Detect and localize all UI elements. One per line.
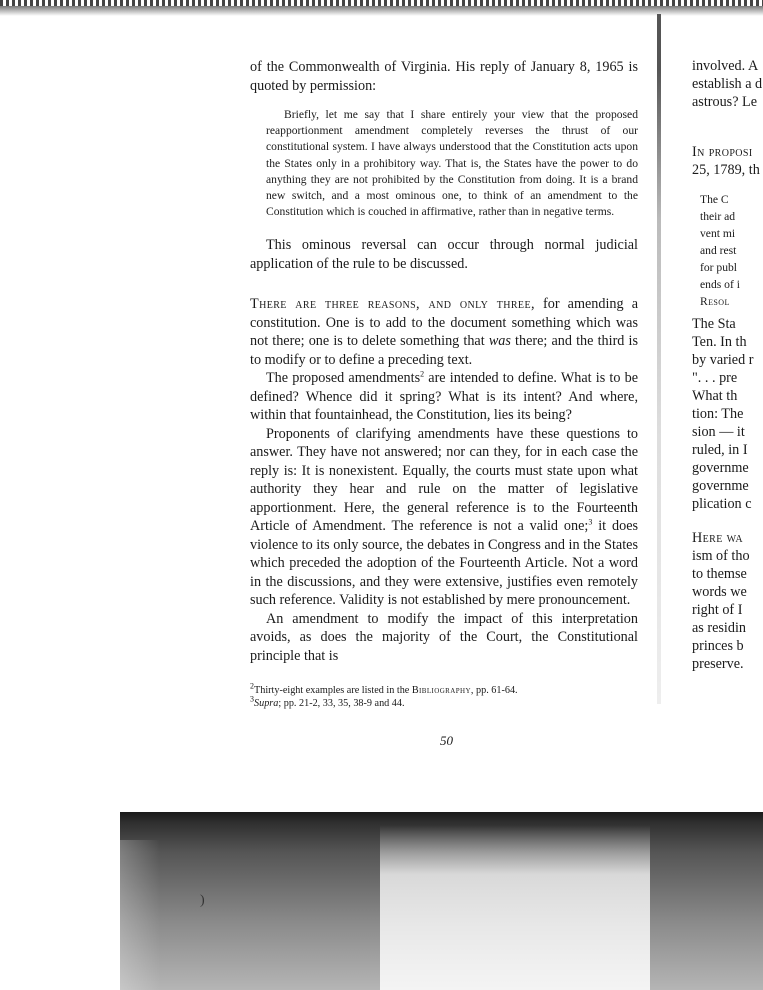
right-page-line: establish a d [692, 76, 763, 92]
right-page-line: for publ [700, 261, 738, 274]
footnote-ref-2: 2 [420, 369, 425, 379]
paragraph-text: it does violence to its only source, the debates in Congress and in the States which preceded the adoption of the Fourteenth Article. Not a word in the discussions, and they were extensive, justifies even remotely such reference. Validity is not established by mere pronouncement. [250, 518, 639, 609]
scan-bottom-fade [0, 840, 160, 990]
footnotes [250, 682, 638, 710]
stray-mark: ) [200, 893, 205, 908]
right-page-line: What th [692, 388, 738, 404]
paragraph-text: Proponents of clarifying amendments have these questions to answer. They have not answered; nor can they, for in each case the reply is: It is nonexistent. Equally, the courts must state upon what authority they hear and rule on the matter of legislative apportionment. Here, the general reference is to the Fourteenth Article of Amendment. The reference is not a valid one; [250, 425, 638, 535]
right-page-line: astrous? Le [692, 94, 758, 110]
right-page-line: 25, 1789, th [692, 162, 760, 178]
right-page-line: ruled, in I [692, 442, 748, 458]
right-page-line: The Sta [692, 316, 736, 332]
opening-paragraph: of the Commonwealth of Virginia. His reply of January 8, 1965 is quoted by permission: [250, 59, 638, 94]
footnote-number: 2 [250, 682, 254, 692]
right-page-line: their ad [700, 210, 736, 223]
right-page-line: vent mi [700, 227, 736, 240]
footnote-3 [250, 694, 638, 711]
right-page-line: involved. A [692, 58, 759, 74]
footnote-number: 3 [250, 694, 254, 704]
book-gutter [657, 14, 661, 704]
paragraph-after-quote: This ominous reversal can occur through normal judicial application of the rule to be discussed. [250, 237, 638, 272]
section-lead: There are three reasons, and only three, [250, 296, 535, 313]
right-page-line: ". . . pre [692, 370, 738, 386]
section-text-2: there; and the third is to modify or to define a preceding text. [250, 333, 638, 368]
scan-bottom-highlight [380, 825, 650, 990]
right-page-line: tion: The [692, 406, 744, 422]
right-page-line: plication c [692, 496, 752, 512]
right-page-line: right of I [692, 602, 743, 618]
paragraph-proponents [250, 425, 638, 610]
right-page-line: governme [692, 478, 749, 494]
right-page-line: Ten. In th [692, 334, 747, 350]
left-page [250, 58, 638, 710]
section-was: was [488, 333, 511, 350]
footnote-text: Bibliography [411, 685, 471, 697]
right-page-line: words we [692, 584, 747, 600]
paragraph-amendments [250, 369, 638, 425]
footnote-ref-3: 3 [588, 517, 593, 527]
right-page-line: sion — it [692, 424, 745, 440]
right-page [692, 58, 763, 678]
footnote-text: ; pp. 21-2, 33, 35, 38-9 and 44. [278, 697, 405, 709]
scan-top-shadow [0, 6, 763, 16]
right-page-line: and rest [700, 244, 737, 257]
quote-text: Briefly, let me say that I share entirely your view that the proposed reapportionment amendment completely reverses the thrust of our constitutional system. I have always understood that the Constitution acts upon the States only in a prohibitory way. That is, the States have the power to do anything they are not prohibited by the Constitution from doing. It is a brand new switch, and a most ominous one, to think of an amendment to the Constitution which is couched in affirmative, rather than in negative terms. [266, 108, 638, 219]
right-page-line: Here wa [692, 530, 744, 546]
footnote-text: Supra [254, 697, 279, 709]
block-quote [266, 107, 638, 220]
right-page-line: ism of tho [692, 548, 750, 564]
paragraph-modify: An amendment to modify the impact of this interpretation avoids, as does the majority of the Court, the Constitutional principle that is [250, 610, 638, 664]
right-page-line: as residin [692, 620, 746, 636]
paragraph-text: are intended to define. What is to be defined? Whence did it spring? What is its intent? And where, within that fountainhead, the Constitution, lies its being? [250, 370, 638, 424]
right-page-line: preserve. [692, 656, 744, 672]
paragraph-text: The proposed amendments [266, 370, 421, 387]
right-page-line: to themse [692, 566, 747, 582]
section-text-1: for amending a constitution. One is to add to the document something which was not there; one is to delete something that [250, 296, 638, 350]
right-page-line: The C [700, 193, 729, 206]
right-page-line: Resol [700, 295, 730, 308]
section-paragraph [250, 295, 638, 369]
footnote-text: , pp. 61-64. [470, 685, 518, 697]
footnote-text: Thirty-eight examples are listed in the [254, 685, 412, 697]
right-page-line: by varied r [692, 352, 754, 368]
right-page-line: princes b [692, 638, 744, 654]
right-page-line: governme [692, 460, 749, 476]
right-page-line: In proposi [692, 144, 753, 160]
footnote-2 [250, 682, 638, 698]
right-page-line: ends of i [700, 278, 740, 291]
page-number: 50 [440, 733, 453, 748]
